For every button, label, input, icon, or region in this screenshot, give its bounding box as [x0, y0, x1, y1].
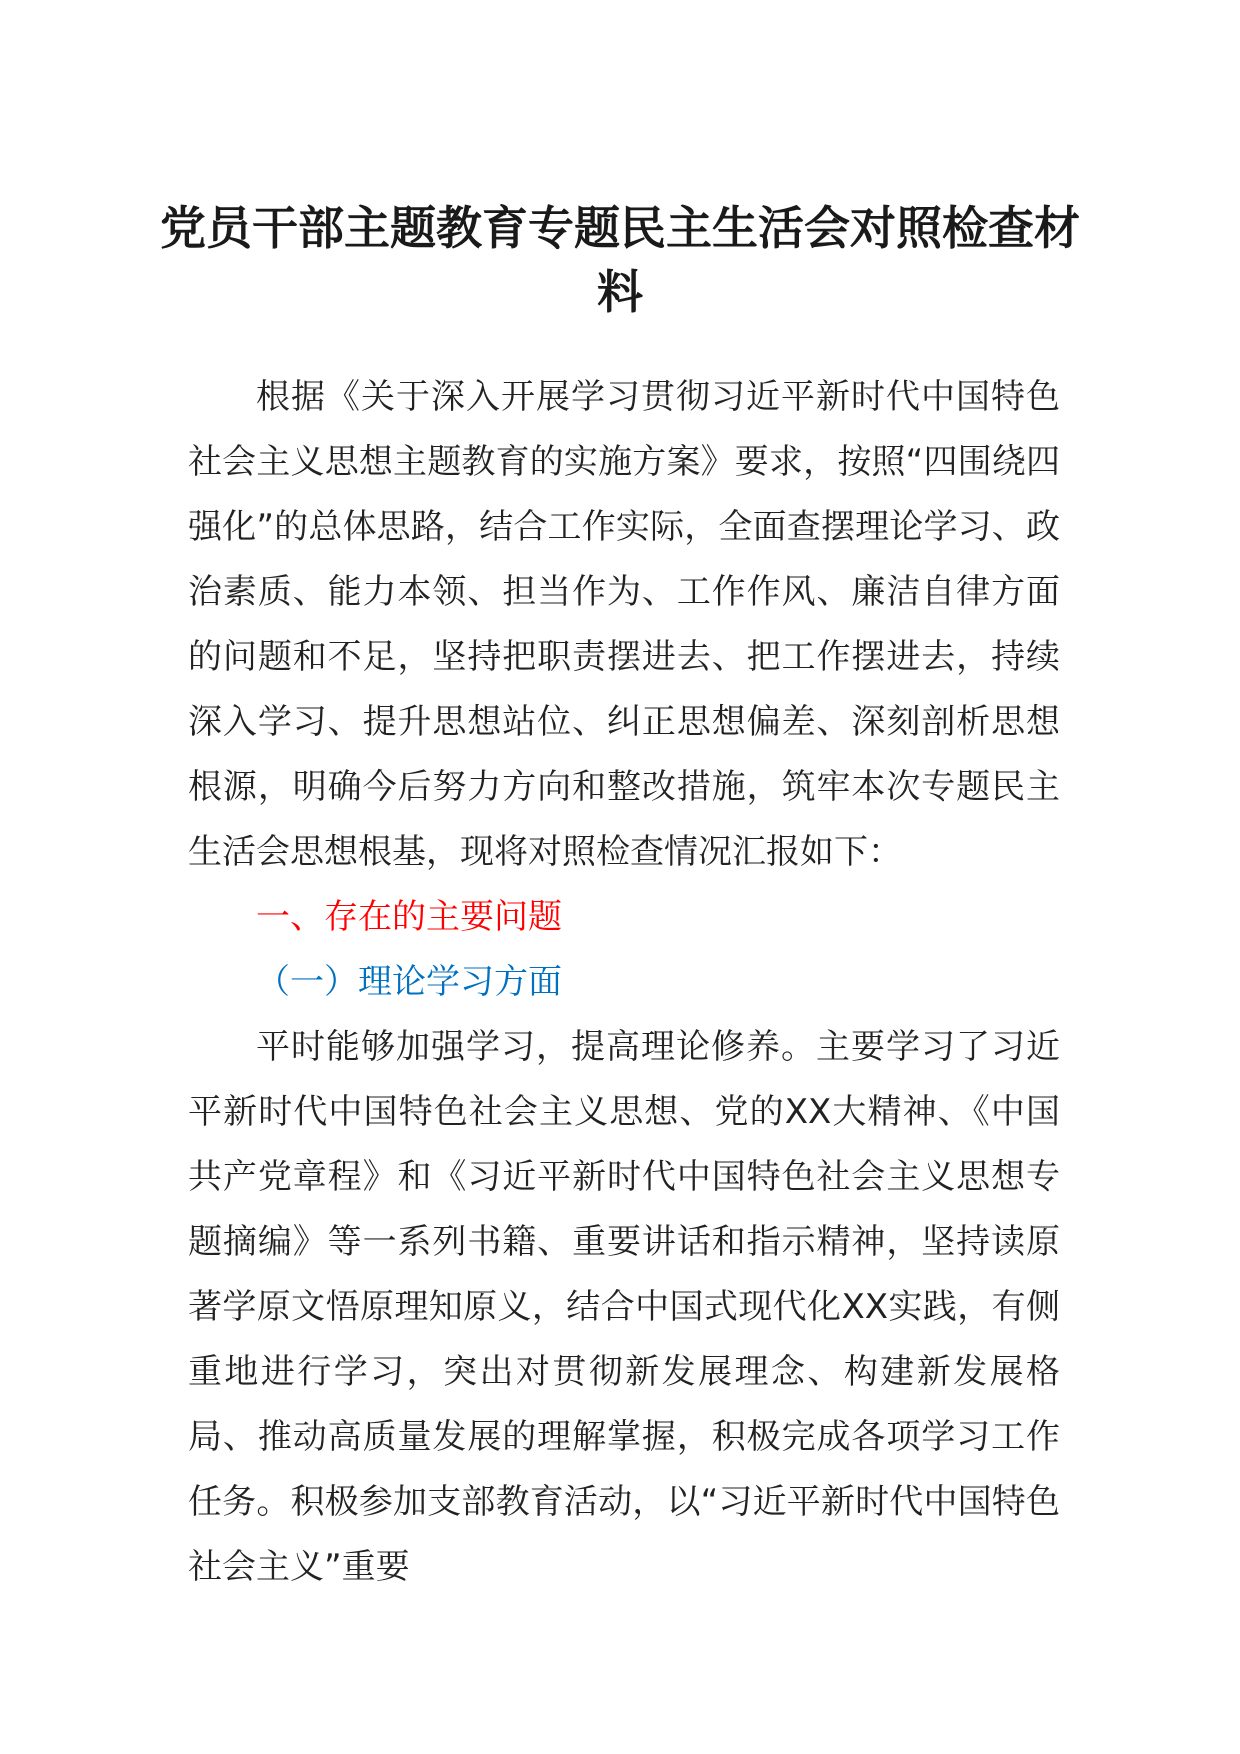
- section-heading-main-problems: 一、存在的主要问题: [256, 897, 562, 937]
- document-title: 党员干部主题教育专题民主生活会对照检查材料: [160, 201, 1080, 319]
- theory-study-paragraph: 平时能够加强学习，提高理论修养。主要学习了习近平新时代中国特色社会主义思想、党的XX大精神、《中国共产党章程》和《习近平新时代中国特色社会主义思想专题摘编》等一系列书籍、重要讲话和指示精神，坚持读原著学原文悟原理知原义，结合中国式现代化XX实践，有侧重地进行学习，突出对贯彻新发展理念、构建新发展格局、推动高质量发展的理解掌握，积极完成各项学习工作任务。积极参加支部教育活动，以“习近平新时代中国特色社会主义”重要: [188, 1027, 1060, 1587]
- document-body: [188, 365, 1060, 1600]
- subsection-heading-theory-study: （一）理论学习方面: [256, 962, 562, 1002]
- intro-paragraph: 根据《关于深入开展学习贯彻习近平新时代中国特色社会主义思想主题教育的实施方案》要求，按照“四围绕四强化”的总体思路，结合工作实际，全面查摆理论学习、政治素质、能力本领、担当作为、工作作风、廉洁自律方面的问题和不足，坚持把职责摆进去、把工作摆进去，持续深入学习、提升思想站位、纠正思想偏差、深刻剖析思想根源，明确今后努力方向和整改措施，筑牢本次专题民主生活会思想根基，现将对照检查情况汇报如下：: [188, 377, 1060, 872]
